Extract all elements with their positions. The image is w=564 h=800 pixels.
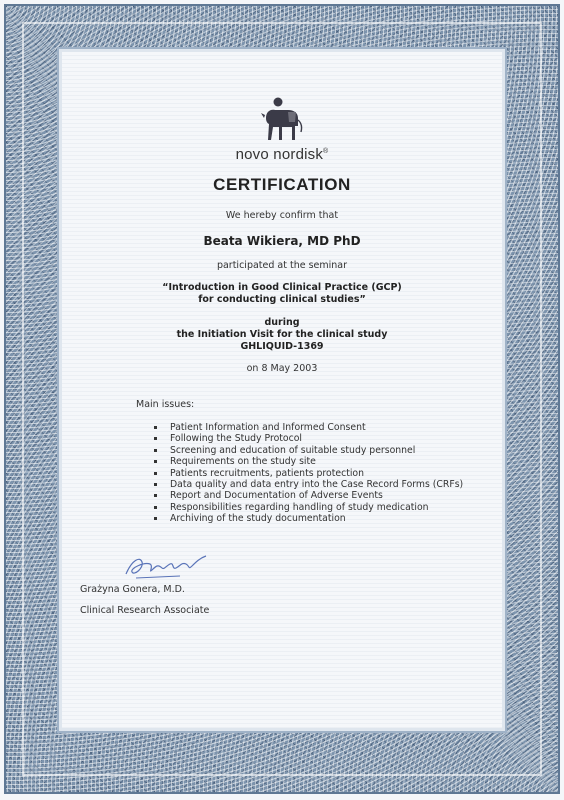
signatory-role: Clinical Research Associate bbox=[80, 605, 210, 616]
list-item: Report and Documentation of Adverse Events bbox=[154, 490, 463, 501]
list-item: Requirements on the study site bbox=[154, 456, 463, 467]
list-item: Archiving of the study documentation bbox=[154, 513, 463, 524]
bull-icon bbox=[258, 96, 306, 144]
seminar-title-line-1: “Introduction in Good Clinical Practice (GCP) bbox=[162, 282, 402, 293]
confirm-text: We hereby confirm that bbox=[225, 210, 339, 221]
company-logo bbox=[62, 96, 502, 163]
list-item: Following the Study Protocol bbox=[154, 433, 463, 444]
list-item: Patients recruitments, patients protection bbox=[154, 468, 463, 479]
recipient-name: Beata Wikiera, MD PhD bbox=[203, 234, 361, 248]
seminar-title-line-2: for conducting clinical studies” bbox=[198, 294, 366, 305]
certificate-body bbox=[62, 52, 502, 728]
seminar-date: on 8 May 2003 bbox=[246, 363, 318, 374]
issues-list bbox=[154, 422, 463, 525]
visit-text: the Initiation Visit for the clinical study bbox=[176, 329, 388, 340]
participated-text: participated at the seminar bbox=[216, 260, 348, 271]
main-issues-label: Main issues: bbox=[136, 399, 195, 410]
signatory-name: Grażyna Gonera, M.D. bbox=[80, 584, 185, 595]
list-item: Data quality and data entry into the Case Record Forms (CRFs) bbox=[154, 479, 463, 490]
handwritten-signature bbox=[122, 552, 212, 582]
study-code: GHLIQUID-1369 bbox=[240, 341, 324, 352]
brand-name: novo nordisk® bbox=[235, 146, 329, 163]
during-text: during bbox=[264, 317, 300, 328]
list-item: Responsibilities regarding handling of study medication bbox=[154, 502, 463, 513]
list-item: Patient Information and Informed Consent bbox=[154, 422, 463, 433]
list-item: Screening and education of suitable study personnel bbox=[154, 445, 463, 456]
certificate-title: CERTIFICATION bbox=[213, 175, 351, 194]
